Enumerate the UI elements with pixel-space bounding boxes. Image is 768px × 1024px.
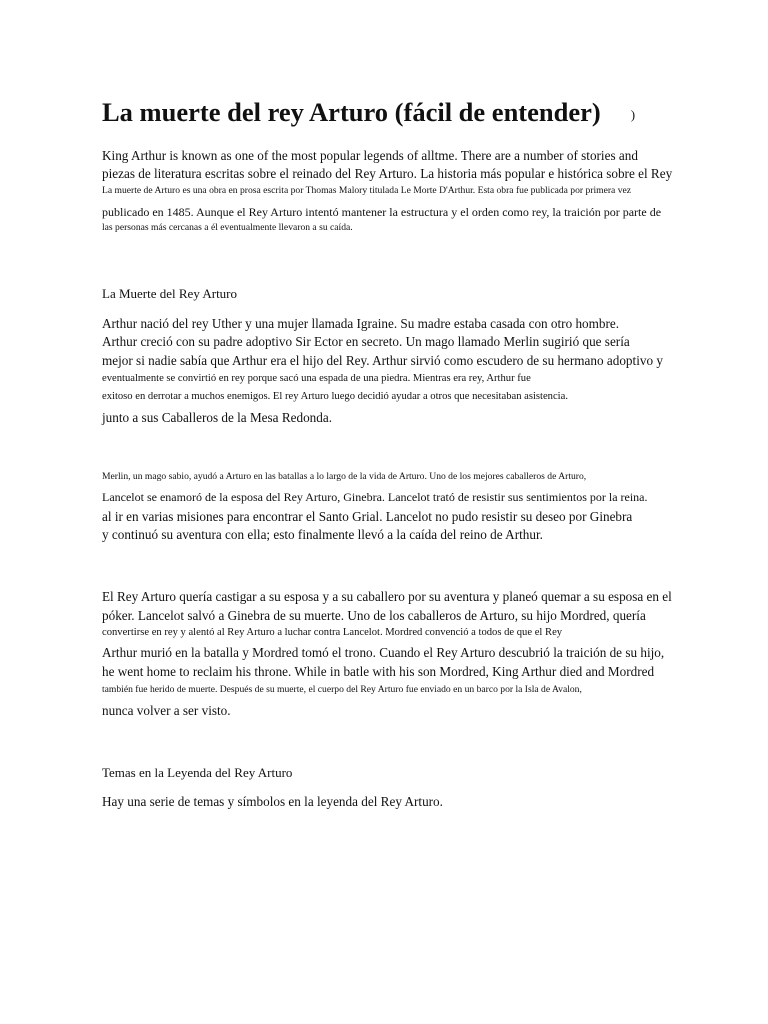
intro-line: King Arthur is known as one of the most popular legends of alltme. There are a number of stories and — [102, 148, 638, 163]
paragraph-line: Arthur nació del rey Uther y una mujer llamada Igraine. Su madre estaba casada con otro hombre. — [102, 316, 620, 331]
paragraph-line: Hay una serie de temas y símbolos en la leyenda del Rey Arturo. — [102, 794, 443, 809]
paragraph-line: convertirse en rey y alentó al Rey Arturo a luchar contra Lancelot. Mordred convenció a todos de que el Rey — [102, 627, 563, 638]
paragraph-line: póker. Lancelot salvó a Ginebra de su muerte. Uno de los caballeros de Arturo, su hijo Mordred, quería — [102, 608, 646, 623]
section-heading: La Muerte del Rey Arturo — [102, 286, 238, 301]
paragraph-line: también fue herido de muerte. Después de su muerte, el cuerpo del Rey Arturo fue enviado en un barco por la Isla de Avalon, — [102, 684, 582, 695]
intro-line: publicado en 1485. Aunque el Rey Arturo intentó mantener la estructura y el orden como rey, la traición por parte de — [102, 205, 662, 219]
paragraph-line: Merlin, un mago sabio, ayudó a Arturo en las batallas a lo largo de la vida de Arturo. Uno de los mejores caballeros de Arturo, — [102, 471, 587, 482]
paragraph-line: El Rey Arturo quería castigar a su esposa y a su caballero por su aventura y planeó quemar a su esposa en el — [102, 589, 672, 604]
paragraph-line: y continuó su aventura con ella; esto finalmente llevó a la caída del reino de Arthur. — [102, 527, 543, 542]
page-title: La muerte del rey Arturo (fácil de entender) — [102, 97, 601, 127]
intro-line: piezas de literatura escritas sobre el reinado del Rey Arturo. La historia más popular e histórica sobre el Rey — [102, 166, 673, 181]
paragraph-line: eventualmente se convirtió en rey porque sacó una espada de una piedra. Mientras era rey, Arthur fue — [102, 373, 531, 384]
paragraph-line: Arthur creció con su padre adoptivo Sir Ector en secreto. Un mago llamado Merlin sugirió que sería — [102, 334, 630, 349]
paragraph-line: Arthur murió en la batalla y Mordred tomó el trono. Cuando el Rey Arturo descubrió la traición de su hijo, — [102, 645, 665, 660]
intro-line: las personas más cercanas a él eventualmente llevaron a su caída. — [102, 222, 353, 233]
paragraph-line: junto a sus Caballeros de la Mesa Redonda. — [102, 410, 332, 425]
paragraph-line: mejor si nadie sabía que Arthur era el hijo del Rey. Arthur sirvió como escudero de su hermano adoptivo y — [102, 353, 663, 368]
paragraph-line: Lancelot se enamoró de la esposa del Rey Arturo, Ginebra. Lancelot trató de resistir sus sentimientos por la reina. — [102, 490, 648, 504]
title-suffix: ) — [630, 107, 636, 122]
intro-line: La muerte de Arturo es una obra en prosa escrita por Thomas Malory titulada Le Morte D'Arthur. Esta obra fue publicada por primera vez — [102, 185, 632, 196]
paragraph-line: exitoso en derrotar a muchos enemigos. El rey Arturo luego decidió ayudar a otros que necesitaban asistencia. — [102, 391, 568, 402]
paragraph-line: nunca volver a ser visto. — [102, 703, 231, 718]
paragraph-line: he went home to reclaim his throne. While in batle with his son Mordred, King Arthur died and Mordred — [102, 664, 655, 679]
section-heading: Temas en la Leyenda del Rey Arturo — [102, 765, 293, 780]
title-row — [102, 97, 635, 128]
paragraph-line: al ir en varias misiones para encontrar el Santo Grial. Lancelot no pudo resistir su deseo por Ginebra — [102, 509, 633, 524]
